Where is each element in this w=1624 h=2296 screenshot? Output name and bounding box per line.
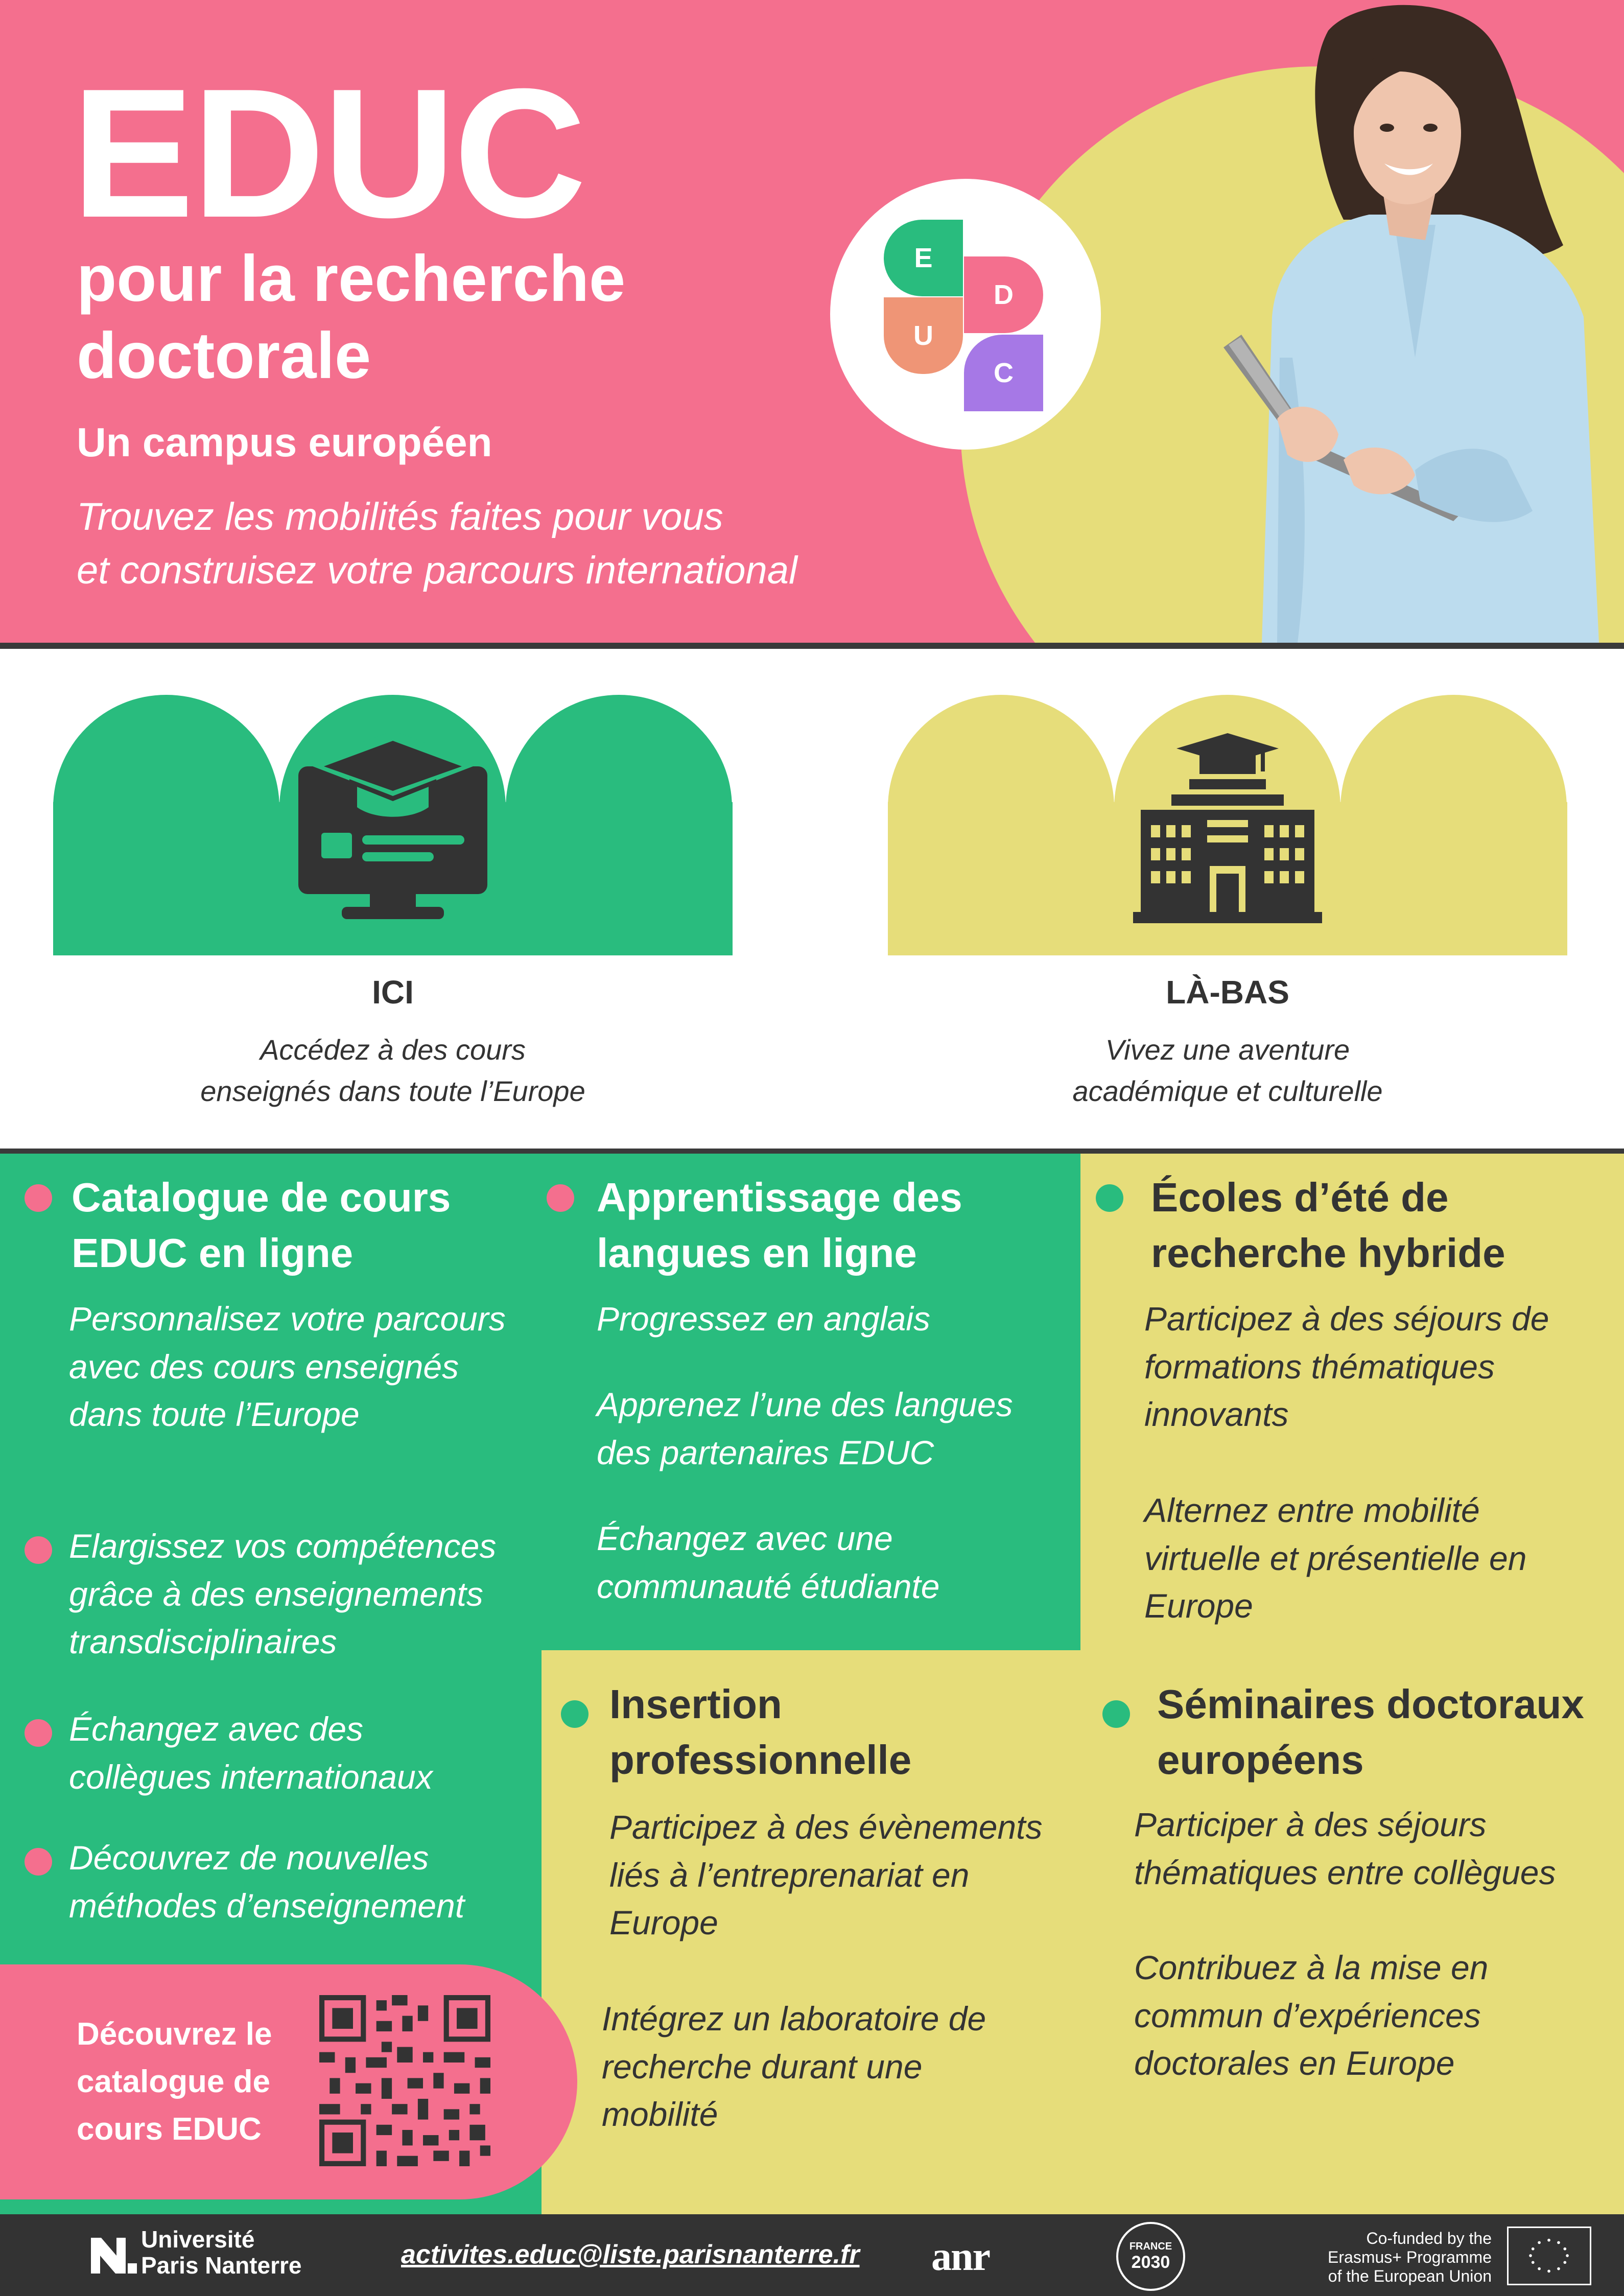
university-name-line: Paris Nanterre: [141, 2252, 302, 2279]
intro-line: Trouvez les mobilités faites pour vous: [77, 495, 723, 538]
ici-desc-line: enseignés dans toute l’Europe: [200, 1074, 585, 1107]
university-name-line: Université: [141, 2226, 255, 2253]
bullet-dot: [25, 1848, 52, 1876]
labas-title: LÀ-BAS: [1166, 974, 1289, 1011]
bullet-dot: [1102, 1700, 1130, 1728]
seminaires-title: Séminaires doctoraux européens: [1157, 1681, 1584, 1783]
educ-logo: [830, 179, 1101, 450]
woman-with-tablet-photo: [1175, 0, 1624, 643]
eu-funding-line: Co-funded by the: [1366, 2229, 1492, 2247]
tagline: Un campus européen: [77, 419, 492, 465]
catalogue-item: Elargissez vos compétences grâce à des enseignements transdisciplinaires: [69, 1527, 497, 1661]
bullet-dot: [25, 1719, 52, 1747]
bullet-dot: [1096, 1184, 1123, 1212]
eu-funding-line: of the European Union: [1328, 2266, 1492, 2285]
logo-petal-c: C: [964, 335, 1043, 411]
ici-illustration: [53, 695, 733, 955]
france-2030-top: FRANCE: [1129, 2240, 1172, 2252]
langues-item: Apprenez l’une des langues des partenaires EDUC: [597, 1386, 1013, 1471]
section-divider: [0, 1149, 1624, 1154]
labas-desc-line: Vivez une aventure: [1105, 1034, 1350, 1066]
page-title: EDUC: [72, 51, 585, 256]
bullet-dot: [561, 1700, 589, 1728]
eu-funding-line: Erasmus+ Programme: [1328, 2247, 1492, 2266]
labas-desc-line: académique et culturelle: [1072, 1074, 1383, 1107]
insertion-item: Participez à des évènements liés à l’entreprenariat en Europe: [609, 1808, 1043, 1942]
france-2030-logo: [1116, 2222, 1185, 2291]
logo-petal-e: E: [884, 220, 963, 296]
seminaires-item: Contribuez à la mise en commun d’expériences doctorales en Europe: [1134, 1949, 1489, 2082]
hero-header: [0, 0, 1624, 643]
ici-title: ICI: [372, 974, 414, 1011]
ici-desc-line: Accédez à des cours: [260, 1034, 526, 1066]
intro-text: [77, 490, 945, 598]
insertion-title: Insertion professionnelle: [609, 1681, 912, 1783]
logo-petal-u: U: [884, 297, 963, 374]
langues-title: Apprentissage des langues en ligne: [597, 1175, 962, 1276]
labas-description: [888, 1029, 1567, 1112]
seminaires-item: Participer à des séjours thématiques entre collègues: [1134, 1806, 1556, 1891]
logo-petal-d: D: [964, 256, 1043, 333]
catalogue-title: Catalogue de cours EDUC en ligne: [72, 1175, 451, 1276]
section-divider: [0, 643, 1624, 649]
qr-code[interactable]: [319, 1995, 490, 2166]
catalogue-item: Échangez avec des collègues internationaux: [69, 1710, 433, 1796]
intro-line: et construisez votre parcours international: [77, 548, 797, 592]
anr-logo: anr: [931, 2234, 990, 2279]
ecoles-title: Écoles d’été de recherche hybride: [1151, 1175, 1505, 1276]
university-building-icon: [1131, 731, 1325, 927]
labas-illustration: [888, 695, 1567, 955]
bullet-dot: [25, 1184, 52, 1212]
university-logo-icon: [86, 2228, 142, 2284]
page-subtitle: pour la recherche doctorale: [77, 242, 626, 393]
france-2030-bottom: 2030: [1131, 2252, 1170, 2272]
ecoles-item: Participez à des séjours de formations thématiques innovants: [1144, 1300, 1549, 1434]
qr-label: Découvrez le catalogue de cours EDUC: [77, 2017, 272, 2147]
contact-email-link[interactable]: activites.educ@liste.parisnanterre.fr: [401, 2240, 860, 2269]
eu-funding-text: [1287, 2229, 1492, 2285]
catalogue-item: Personnalisez votre parcours avec des cours enseignés dans toute l’Europe: [69, 1300, 506, 1434]
ici-description: [53, 1029, 733, 1112]
eu-flag-icon: [1507, 2227, 1591, 2285]
bullet-dot: [547, 1184, 574, 1212]
online-course-monitor-icon: [293, 731, 492, 925]
catalogue-item: Découvrez de nouvelles méthodes d’enseignement: [69, 1839, 465, 1925]
langues-item: Échangez avec une communauté étudiante: [597, 1519, 940, 1605]
ecoles-item: Alternez entre mobilité virtuelle et présentielle en Europe: [1144, 1491, 1527, 1625]
bullet-dot: [25, 1536, 52, 1564]
langues-item: Progressez en anglais: [597, 1300, 931, 1338]
university-name: [141, 2227, 345, 2278]
insertion-item: Intégrez un laboratoire de recherche durant une mobilité: [602, 2000, 986, 2134]
